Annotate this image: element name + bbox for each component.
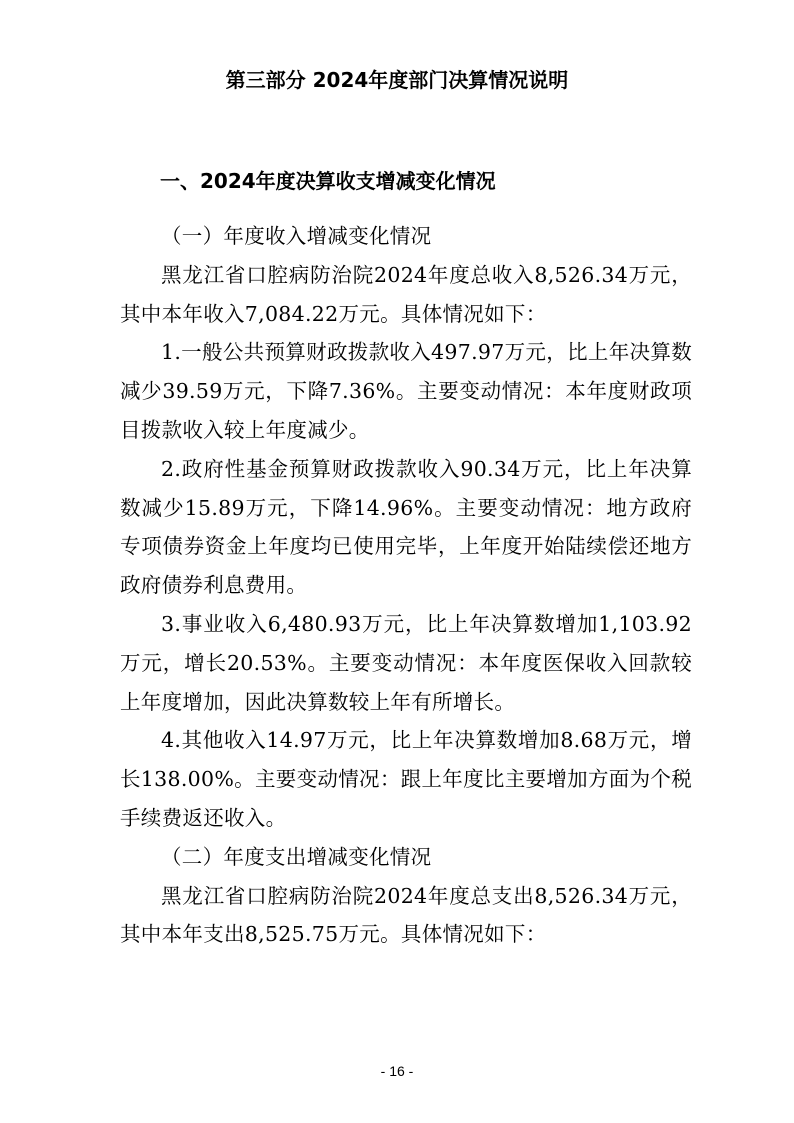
paragraph-government-fund-income: 2.政府性基金预算财政拨款收入90.34万元，比上年决算数减少15.89万元，下降14.96%。主要变动情况：地方政府专项债券资金上年度均已使用完毕，上年度开始陆续偿还地方政府债券利息费用。 xyxy=(120,456,692,598)
section-heading: 一、2024年度决算收支增减变化情况 xyxy=(160,169,496,193)
paragraph-expenditure-summary: 黑龙江省口腔病防治院2024年度总支出8,526.34万元，其中本年支出8,525.75万元。具体情况如下： xyxy=(120,883,692,947)
paragraph-business-income: 3.事业收入6,480.93万元，比上年决算数增加1,103.92万元，增长20.53%。主要变动情况：本年度医保收入回款较上年度增加，因此决算数较上年有所增长。 xyxy=(120,611,692,714)
subsection-heading-income: （一）年度收入增减变化情况 xyxy=(161,224,432,248)
page-title: 第三部分 2024年度部门决算情况说明 xyxy=(225,68,569,92)
paragraph-general-budget-income: 1.一般公共预算财政拨款收入497.97万元，比上年决算数减少39.59万元，下降7.36%。主要变动情况：本年度财政项目拨款收入较上年度减少。 xyxy=(120,340,692,442)
subsection-heading-expenditure: （二）年度支出增减变化情况 xyxy=(161,844,432,869)
document-body xyxy=(120,217,692,954)
paragraph-other-income: 4.其他收入14.97万元，比上年决算数增加8.68万元，增长138.00%。主要变动情况：跟上年度比主要增加方面为个税手续费返还收入。 xyxy=(120,728,692,830)
paragraph-income-summary: 黑龙江省口腔病防治院2024年度总收入8,526.34万元，其中本年收入7,084.22万元。具体情况如下： xyxy=(120,262,692,326)
page-number: - 16 - xyxy=(380,1063,414,1079)
